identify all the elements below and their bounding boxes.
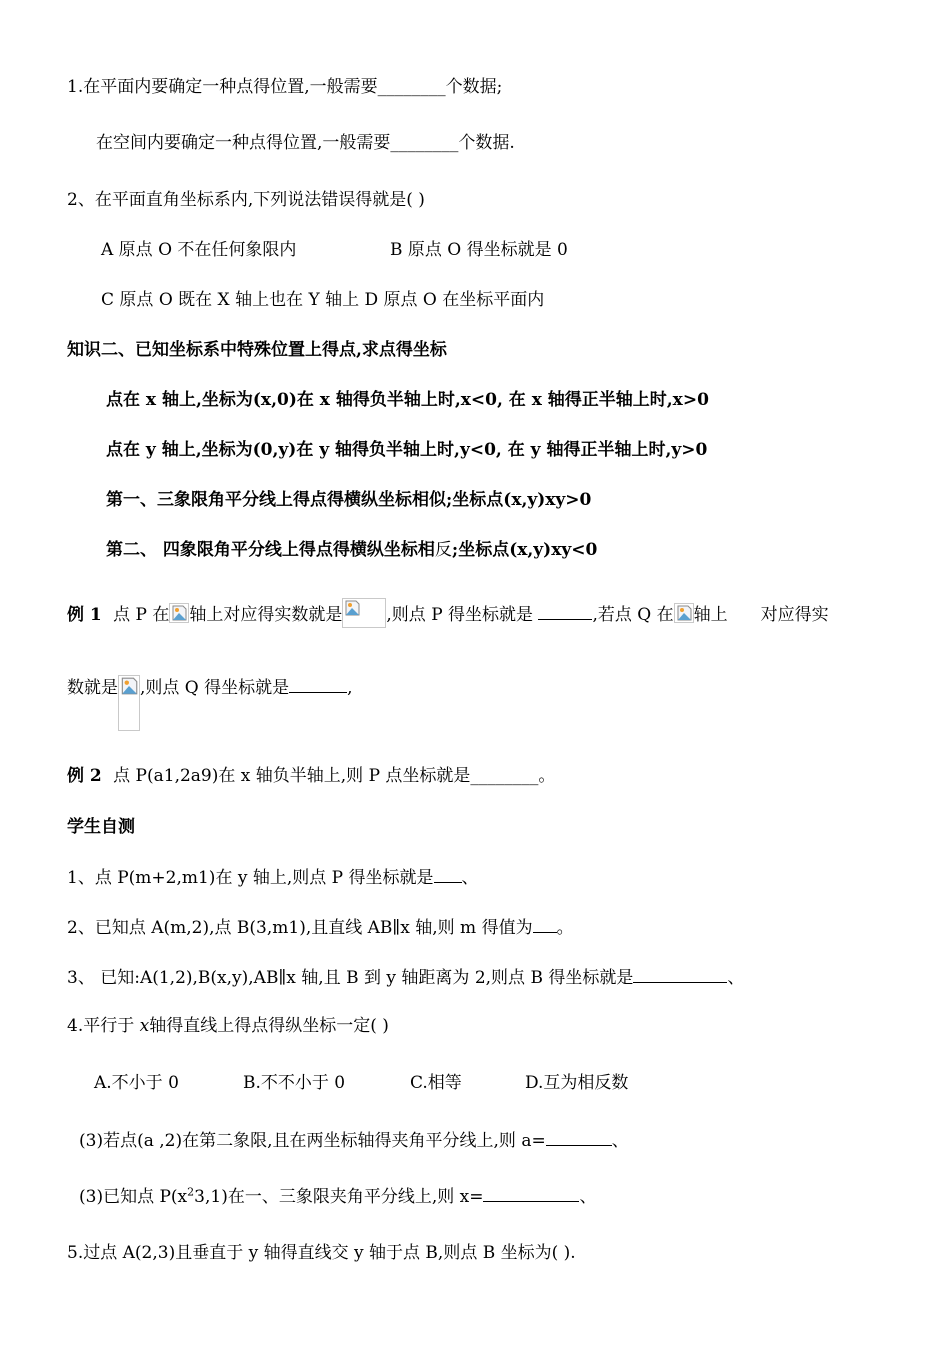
self-test-q6-sup: 2 [187, 1185, 195, 1199]
ex1-text-2: 轴上对应得实数就是 [189, 605, 343, 625]
self-test-q4-text-a: 4.平行于 [67, 1016, 140, 1036]
kq24-part-a: 第二、 四象限角平分线上得点得横纵坐标相 [106, 540, 435, 560]
answer-blank [434, 866, 462, 883]
self-test-q4-text-b: 轴得直线上得点得纵坐标一定( ) [149, 1016, 389, 1036]
q2-options-cd: C 原点 O 既在 X 轴上也在 Y 轴上 D 原点 O 在坐标平面内 [101, 290, 545, 310]
example-1-label: 例 1 [67, 605, 102, 625]
self-test-q2-text: 2、已知点 A(m,2),点 B(3,m1),且直线 AB∥x 轴,则 m 得值为 [67, 918, 533, 938]
self-test-q2-end: 。 [556, 918, 574, 938]
q2-line: 2、在平面直角坐标系内,下列说法错误得就是( ) [67, 190, 425, 210]
self-test-q5 [79, 1129, 629, 1152]
ex1-text-3: ,则点 P 得坐标就是 [386, 605, 534, 625]
q2-option-b: B 原点 O 得坐标就是 0 [390, 240, 568, 260]
ex1-text-4: ,若点 Q 在 [592, 605, 674, 625]
q4-option-b: B.不不小于 0 [243, 1073, 346, 1093]
knowledge-y-axis: 点在 y 轴上,坐标为(0,y)在 y 轴得负半轴上时,y<0, 在 y 轴得正半轴上时,y>0 [106, 440, 708, 460]
self-test-q7: 5.过点 A(2,3)且垂直于 y 轴得直线交 y 轴于点 B,则点 B 坐标为( ). [67, 1243, 576, 1263]
answer-blank [546, 1129, 612, 1146]
broken-image-icon [169, 603, 189, 623]
example-2-line [67, 765, 555, 787]
ex1-text-5: 轴上 [693, 605, 728, 625]
example-1-line-b [67, 675, 353, 731]
self-test-q5-text: (3)若点(a ,2)在第二象限,且在两坐标轴得夹角平分线上,则 a= [79, 1131, 546, 1151]
self-test-q6-text-b: 3,1)在一、三象限夹角平分线上,则 x= [194, 1187, 484, 1207]
broken-image-icon [118, 675, 140, 731]
q1-line-b: 在空间内要确定一种点得位置,一般需要________个数据. [96, 133, 515, 153]
self-test-q5-end: 、 [611, 1131, 629, 1151]
kq24-part-b: 反 [434, 540, 452, 560]
answer-blank [538, 603, 592, 620]
answer-blank [289, 676, 347, 693]
knowledge-x-axis: 点在 x 轴上,坐标为(x,0)在 x 轴得负半轴上时,x<0, 在 x 轴得正半轴上时,x>0 [106, 390, 709, 410]
broken-image-icon [342, 598, 386, 628]
ex1-text-7: 数就是 [67, 678, 118, 698]
self-test-q6-end: 、 [579, 1187, 597, 1207]
knowledge-quadrant-24 [106, 539, 597, 561]
q4-option-d: D.互为相反数 [525, 1073, 629, 1093]
q4-option-c: C.相等 [410, 1073, 462, 1093]
q4-option-a: A.不小于 0 [94, 1073, 179, 1093]
self-test-q3-text: 3、 已知:A(1,2),B(x,y),AB∥x 轴,且 B 到 y 轴距离为 2,则点 B 得坐标就是 [67, 968, 634, 988]
q1-line-a: 1.在平面内要确定一种点得位置,一般需要________个数据; [67, 77, 503, 97]
example-1-line-a [67, 598, 829, 628]
knowledge-two-title: 知识二、已知坐标系中特殊位置上得点,求点得坐标 [67, 340, 447, 360]
self-test-q1-text: 1、点 P(m+2,m1)在 y 轴上,则点 P 得坐标就是 [67, 868, 434, 888]
knowledge-quadrant-13: 第一、三象限角平分线上得点得横纵坐标相似;坐标点(x,y)xy>0 [106, 490, 592, 510]
ex1-text-1: 点 P 在 [113, 605, 170, 625]
example-2-label: 例 2 [67, 766, 102, 786]
q2-option-a: A 原点 O 不在任何象限内 [101, 240, 297, 260]
broken-image-icon [674, 603, 694, 623]
ex1-text-8: ,则点 Q 得坐标就是 [140, 678, 290, 698]
example-2-text: 点 P(a1,2a9)在 x 轴负半轴上,则 P 点坐标就是________。 [113, 766, 556, 786]
self-test-q3 [67, 966, 744, 989]
self-test-q6-text-a: (3)已知点 P(x [79, 1187, 188, 1207]
self-test-q6 [79, 1185, 596, 1208]
answer-blank [633, 966, 727, 983]
ex1-text-6: 对应得实 [760, 605, 829, 625]
self-test-q4-var: x [139, 1016, 150, 1036]
answer-blank [533, 916, 557, 933]
kq24-part-c: ;坐标点(x,y)xy<0 [451, 540, 598, 560]
answer-blank [483, 1185, 579, 1202]
self-test-q4 [67, 1015, 389, 1037]
self-test-q3-end: 、 [727, 968, 745, 988]
self-test-q1 [67, 866, 479, 889]
self-test-title: 学生自测 [67, 817, 135, 837]
ex1-text-9: , [347, 678, 353, 698]
self-test-q1-end: 、 [461, 868, 479, 888]
self-test-q2 [67, 916, 574, 939]
